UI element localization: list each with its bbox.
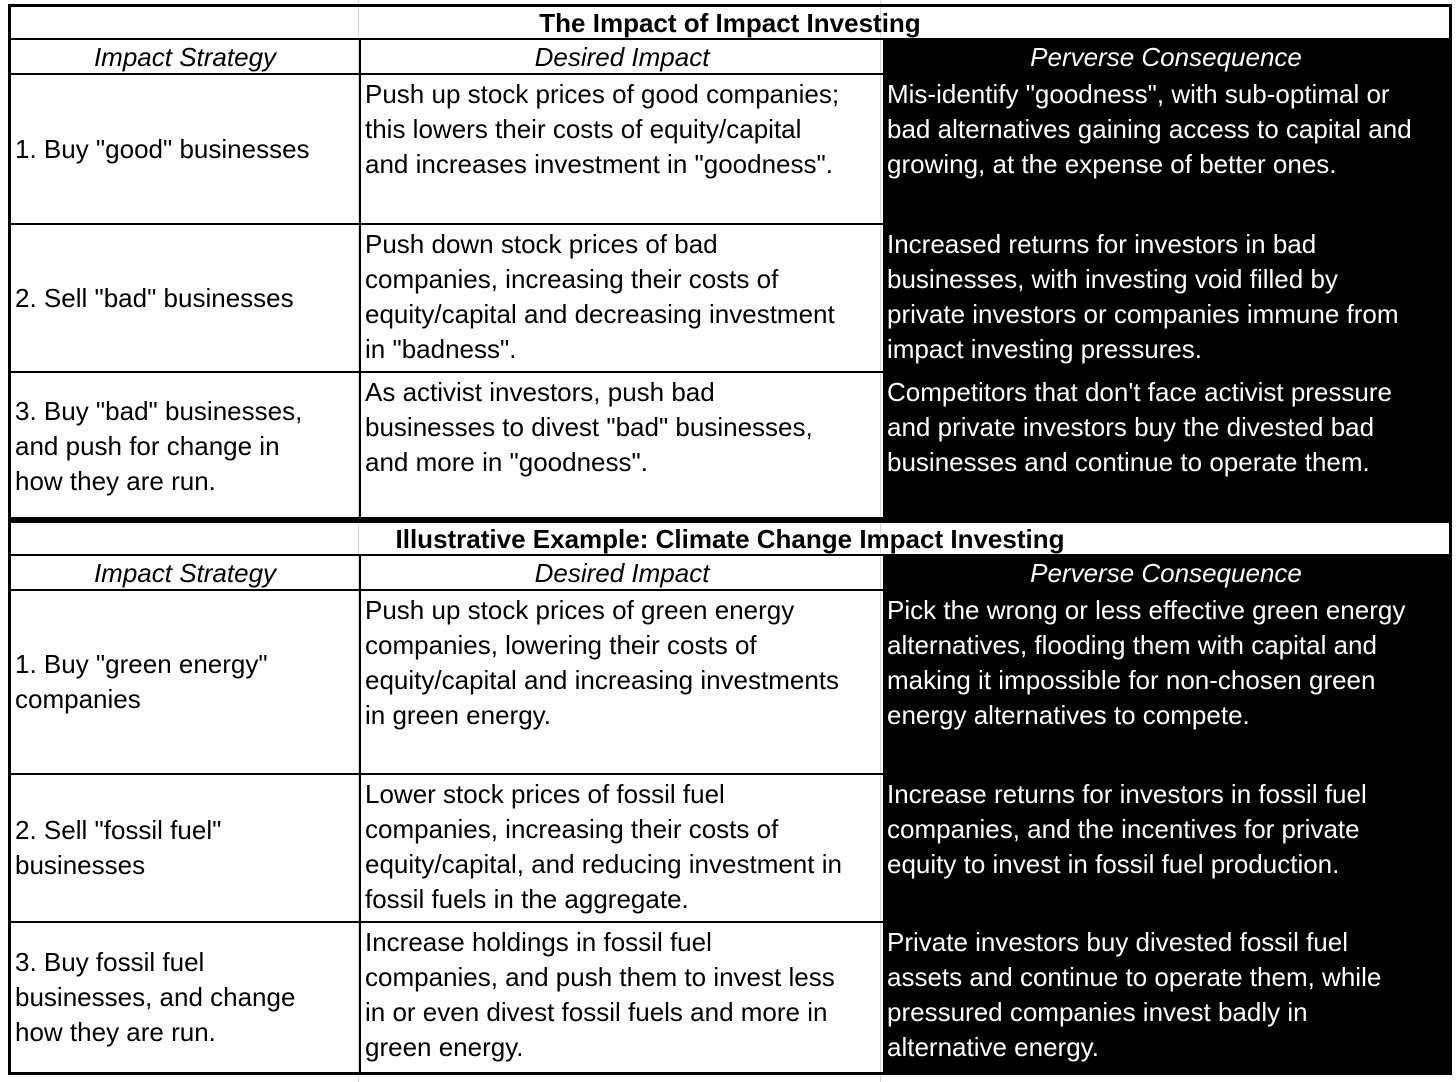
cell-text-line: 3. Buy "bad" businesses, [15, 395, 303, 426]
desired-impact-cell-text [365, 375, 879, 480]
cell-text-line: Competitors that don't face activist pressure [887, 377, 1392, 407]
cell-text-line: green energy. [365, 1032, 524, 1062]
cell-text-line: companies [15, 684, 141, 714]
cell-text-line: Private investors buy divested fossil fuel [887, 927, 1348, 957]
perverse-consequence-cell[interactable] [883, 923, 1449, 1072]
header-row [11, 40, 1449, 75]
table-row [11, 591, 1449, 775]
desired-impact-cell[interactable] [361, 225, 883, 371]
cell-text-line: energy alternatives to compete. [887, 700, 1250, 730]
cell-text-line: Push up stock prices of green energy [365, 595, 795, 625]
cell-text-line: companies, and the incentives for private [887, 814, 1360, 844]
cell-text-line: how they are run. [15, 1017, 216, 1047]
cell-text-line: Mis-identify "goodness", with sub-optimal or [887, 79, 1390, 109]
desired-impact-cell-text [365, 925, 879, 1065]
cell-text-line: companies, lowering their costs of [365, 630, 757, 660]
table-title[interactable]: Illustrative Example: Climate Change Impact Investing [11, 523, 1449, 556]
table-title[interactable]: The Impact of Impact Investing [11, 7, 1449, 40]
strategy-cell-text [15, 394, 302, 499]
cell-text-line: and push for change in [15, 430, 280, 461]
header-row [11, 556, 1449, 591]
desired-impact-cell[interactable] [361, 591, 883, 773]
cell-text-line: companies, and push them to invest less [365, 962, 835, 992]
desired-impact-cell[interactable] [361, 775, 883, 921]
table-row [11, 775, 1449, 923]
table-row [11, 225, 1449, 373]
cell-text-line: assets and continue to operate them, while [887, 962, 1382, 992]
desired-impact-cell-text [365, 593, 879, 733]
strategy-cell[interactable] [11, 373, 361, 519]
cell-text-line: alternative energy. [887, 1032, 1099, 1062]
cell-text-line: alternatives, flooding them with capital and [887, 630, 1377, 660]
cell-text-line: businesses to divest "bad" businesses, [365, 412, 813, 442]
cell-text-line: businesses [15, 850, 146, 880]
perverse-consequence-cell-text [887, 227, 1445, 367]
strategy-cell-text [15, 945, 295, 1050]
cell-text-line: 2. Sell "bad" businesses [15, 282, 294, 313]
table-row [11, 923, 1449, 1072]
desired-impact-cell-text [365, 77, 879, 182]
perverse-consequence-cell[interactable] [883, 775, 1449, 921]
cell-text-line: companies, increasing their costs of [365, 814, 779, 844]
perverse-consequence-cell[interactable] [883, 373, 1449, 519]
cell-text-line: As activist investors, push bad [365, 377, 715, 407]
cell-text-line: making it impossible for non-chosen green [887, 665, 1376, 695]
climate-example-table [8, 520, 1452, 1075]
cell-text-line: in or even divest fossil fuels and more in [365, 997, 828, 1027]
cell-text-line: impact investing pressures. [887, 334, 1203, 364]
cell-text-line: 2. Sell "fossil fuel" [15, 815, 222, 845]
cell-text-line: 1. Buy "good" businesses [15, 133, 310, 164]
cell-text-line: fossil fuels in the aggregate. [365, 884, 689, 914]
cell-text-line: how they are run. [15, 465, 216, 496]
cell-text-line: equity/capital and increasing investments [365, 665, 840, 695]
cell-text-line: Lower stock prices of fossil fuel [365, 779, 725, 809]
impact-investing-table [8, 4, 1452, 520]
cell-text-line: Increased returns for investors in bad [887, 229, 1317, 259]
strategy-cell[interactable] [11, 591, 361, 773]
desired-impact-cell[interactable] [361, 923, 883, 1072]
cell-text-line: businesses and continue to operate them. [887, 447, 1370, 477]
desired-impact-cell[interactable] [361, 373, 883, 519]
perverse-consequence-cell-text [887, 375, 1445, 480]
cell-text-line: growing, at the expense of better ones. [887, 149, 1337, 179]
cell-text-line: Push down stock prices of bad [365, 229, 718, 259]
strategy-cell-text [15, 813, 221, 883]
table-row [11, 75, 1449, 225]
cell-text-line: Pick the wrong or less effective green energy [887, 595, 1406, 625]
perverse-consequence-cell[interactable] [883, 225, 1449, 371]
strategy-cell[interactable] [11, 775, 361, 921]
strategy-cell-text [15, 132, 310, 167]
header-impact-strategy[interactable]: Impact Strategy [11, 40, 361, 73]
header-desired-impact[interactable]: Desired Impact [534, 42, 710, 72]
perverse-consequence-cell-text [887, 777, 1445, 882]
cell-text-line: businesses, with investing void filled by [887, 264, 1338, 294]
perverse-consequence-cell-text [887, 593, 1445, 733]
cell-text-line: equity/capital, and reducing investment in [365, 849, 842, 879]
table-row [11, 373, 1449, 519]
cell-text-line: equity/capital and decreasing investment [365, 299, 835, 329]
strategy-cell[interactable] [11, 225, 361, 371]
perverse-consequence-cell[interactable] [883, 75, 1449, 223]
cell-text-line: Increase returns for investors in fossil fuel [887, 779, 1367, 809]
perverse-consequence-cell-text [887, 925, 1445, 1065]
cell-text-line: companies, increasing their costs of [365, 264, 779, 294]
header-perverse-consequence[interactable]: Perverse Consequence [883, 556, 1449, 589]
cell-text-line: and increases investment in "goodness". [365, 149, 833, 179]
strategy-cell-text [15, 647, 268, 717]
cell-text-line: businesses, and change [15, 982, 296, 1012]
cell-text-line: in "badness". [365, 334, 517, 364]
header-impact-strategy[interactable]: Impact Strategy [11, 556, 361, 589]
header-desired-impact[interactable]: Desired Impact [534, 558, 710, 588]
cell-text-line: and more in "goodness". [365, 447, 648, 477]
cell-text-line: in green energy. [365, 700, 551, 730]
header-perverse-consequence[interactable]: Perverse Consequence [883, 40, 1449, 73]
desired-impact-cell[interactable] [361, 75, 883, 223]
cell-text-line: pressured companies invest badly in [887, 997, 1308, 1027]
cell-text-line: 3. Buy fossil fuel [15, 947, 205, 977]
desired-impact-cell-text [365, 227, 879, 367]
table-body [11, 591, 1449, 1072]
cell-text-line: this lowers their costs of equity/capital [365, 114, 802, 144]
table-body [11, 75, 1449, 519]
cell-text-line: Push up stock prices of good companies; [365, 79, 840, 109]
cell-text-line: and private investors buy the divested bad [887, 412, 1375, 442]
desired-impact-cell-text [365, 777, 879, 917]
cell-text-line: 1. Buy "green energy" [15, 649, 268, 679]
cell-text-line: equity to invest in fossil fuel production. [887, 849, 1340, 879]
strategy-cell[interactable] [11, 75, 361, 223]
strategy-cell[interactable] [11, 923, 361, 1072]
perverse-consequence-cell-text [887, 77, 1445, 182]
cell-text-line: bad alternatives gaining access to capital and [887, 114, 1412, 144]
cell-text-line: Increase holdings in fossil fuel [365, 927, 712, 957]
strategy-cell-text [15, 281, 294, 316]
perverse-consequence-cell[interactable] [883, 591, 1449, 773]
cell-text-line: private investors or companies immune from [887, 299, 1399, 329]
